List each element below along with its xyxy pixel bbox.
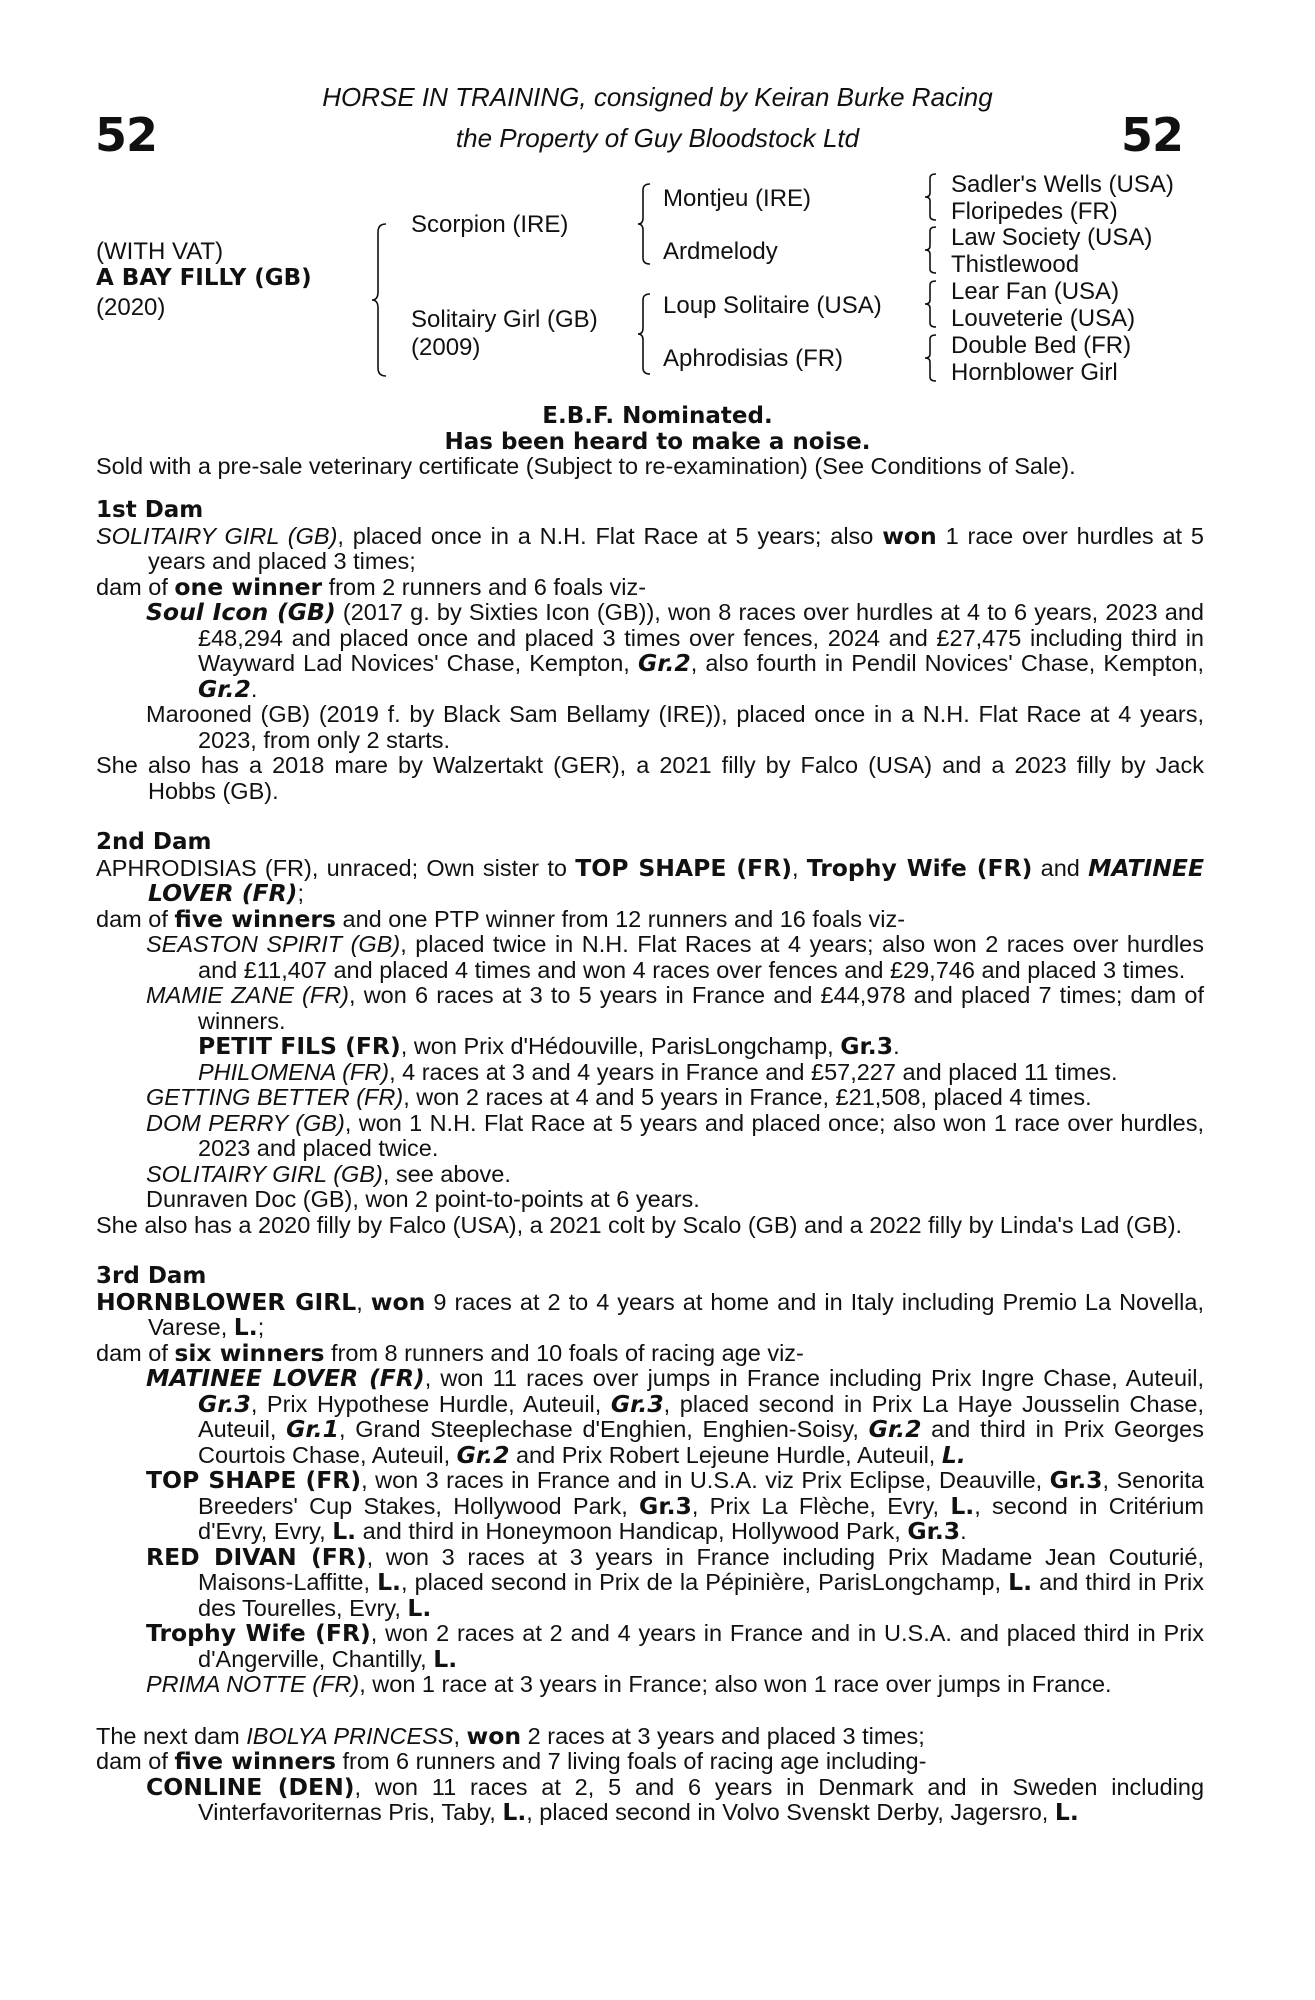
text: , placed second in Prix La Haye Jousselin Chase, Auteuil,	[198, 1390, 1204, 1442]
text: dam of	[96, 1748, 175, 1774]
gen3-7: Double Bed (FR)	[951, 332, 1132, 359]
grade: Gr.3	[907, 1517, 961, 1545]
winners-emph: one winner	[174, 572, 323, 601]
text: (2017 g. by Sixties Icon (GB)), won 8 races over hurdles at 4 to 6 years, 2023 and £48,294 and placed once and placed 3 times over fences, 2024 and £27,475 including third in Wayward Lad Novices' Chase, Kempton,	[198, 599, 1204, 676]
produce-marooned: Marooned (GB) (2019 f. by Black Sam Bellamy (IRE)), placed once in a N.H. Flat Race at 4 years, 2023, from only 2 starts.	[146, 701, 1204, 753]
text: , won 1 N.H. Flat Race at 5 years and placed once; also won 1 race over hurdles, 2023 and placed twice.	[198, 1109, 1204, 1161]
text: , see above.	[382, 1160, 511, 1187]
text: 9 races at 2 to 4 years at home and in Italy including Premio La Novella, Varese,	[148, 1288, 1204, 1340]
text: , won 3 races in France and in U.S.A. viz Prix Eclipse, Deauville,	[361, 1467, 1050, 1493]
produce-dom-perry	[96, 1111, 1204, 1162]
listed: L.	[950, 1491, 975, 1520]
produce-top-shape	[96, 1468, 1204, 1545]
text: , second in Critérium d'Evry, Evry,	[198, 1492, 1204, 1544]
horse-name: Soul Icon (GB)	[146, 598, 336, 626]
second-dam-produce-summary	[96, 904, 1204, 933]
notes-block	[0, 403, 1315, 455]
dam: Solitairy Girl (GB)	[411, 306, 598, 333]
produce-conline	[96, 1772, 1205, 1826]
produce-seaston-spirit	[96, 932, 1204, 983]
horse-name: Trophy Wife (FR)	[806, 853, 1033, 882]
text: ,	[453, 1722, 467, 1749]
horse-name: PETIT FILS (FR)	[198, 1032, 401, 1060]
sire: Scorpion (IRE)	[411, 211, 569, 238]
text: , Senorita Breeders' Cup Stakes, Hollywood Park,	[198, 1467, 1204, 1519]
gen3-brace-3	[923, 279, 939, 329]
horse-name: SOLITAIRY GIRL (GB)	[146, 1160, 383, 1187]
text: from 2 runners and 6 foals viz-	[322, 573, 647, 600]
catalogue-body	[96, 498, 1204, 1826]
listed: L.	[377, 1568, 401, 1596]
next-dam-intro	[96, 1721, 1204, 1750]
grade: Gr.3	[1049, 1466, 1103, 1494]
text: and third in Honeymoon Handicap, Hollywood Park,	[356, 1518, 908, 1544]
ebf-note: E.B.F. Nominated.	[542, 403, 773, 429]
listed: L.	[502, 1798, 527, 1826]
horse-name: TOP SHAPE (FR)	[146, 1466, 362, 1494]
text: , won 11 races over jumps in France including Prix Ingre Chase, Auteuil,	[424, 1365, 1204, 1391]
gen3-2: Floripedes (FR)	[951, 198, 1118, 225]
horse-name: MATINEE LOVER (FR)	[146, 1364, 425, 1392]
gen3-brace-1	[923, 172, 939, 222]
second-dam-heading: 2nd Dam	[96, 829, 212, 855]
text: .	[893, 1033, 900, 1059]
text: .	[960, 1518, 967, 1544]
text: , Grand Steeplechase d'Enghien, Enghien-Soisy,	[338, 1416, 869, 1442]
grade: Gr.2	[637, 649, 691, 677]
grade: Gr.1	[286, 1415, 339, 1443]
produce-petit-fils	[96, 1034, 1204, 1060]
text: , placed second in Prix de la Pépinière, ParisLongchamp,	[400, 1569, 1009, 1595]
property-line: the Property of Guy Bloodstock Ltd	[455, 123, 860, 153]
produce-trophy-wife	[96, 1621, 1204, 1672]
listed: L.	[1054, 1798, 1079, 1826]
horse-name: MATINEE LOVER (FR)	[148, 853, 1205, 907]
produce-philomena	[96, 1060, 1204, 1086]
text: , won 11 races at 2, 5 and 6 years in Denmark and in Sweden including Vinterfavoriternas Pris, Taby,	[198, 1773, 1205, 1825]
winners-emph: five winners	[174, 904, 336, 933]
first-dam-name: SOLITAIRY GIRL (GB)	[96, 522, 338, 549]
text: , placed twice in N.H. Flat Races at 4 years; also won 2 races over hurdles and £11,407 and placed 4 times and won 4 races over fences and £29,746 and placed 3 times.	[198, 931, 1204, 983]
sire-sire: Montjeu (IRE)	[663, 185, 812, 212]
text: ,	[791, 854, 807, 881]
first-dam-intro	[96, 521, 1204, 575]
text: dam of	[96, 573, 175, 600]
grade: Gr.2	[868, 1415, 922, 1443]
text: , Prix Hypothese Hurdle, Auteuil,	[250, 1390, 611, 1417]
second-dam-intro	[96, 853, 1205, 907]
listed: L.	[332, 1517, 357, 1545]
vet-note: Sold with a pre-sale veterinary certificate (Subject to re-examination) (See Conditions of Sale).	[96, 453, 1076, 479]
noise-note: Has been heard to make a noise.	[444, 429, 871, 455]
text: , also fourth in Pendil Novices' Chase, Kempton,	[690, 650, 1205, 676]
text: dam of	[96, 905, 175, 932]
horse-name: MAMIE ZANE (FR)	[146, 982, 350, 1008]
sire-brace	[636, 182, 654, 266]
gen3-4: Thistlewood	[951, 251, 1080, 278]
dam-sire: Loup Solitaire (USA)	[663, 292, 882, 319]
text: , Prix La Flèche, Evry,	[691, 1492, 951, 1519]
first-dam-produce-summary	[96, 572, 1204, 601]
dam-year: (2009)	[411, 334, 481, 361]
horse-name: A BAY FILLY (GB)	[96, 265, 312, 291]
produce-mamie-zane	[96, 983, 1204, 1034]
lot-number-left: 52	[95, 108, 158, 162]
text: ;	[297, 880, 304, 906]
produce-solitairy-girl	[96, 1162, 1204, 1188]
listed: L.	[233, 1313, 258, 1341]
horse-name: TOP SHAPE (FR)	[575, 853, 792, 882]
gen3-brace-2	[923, 225, 939, 275]
text: and Prix Robert Lejeune Hurdle, Auteuil,	[509, 1441, 942, 1468]
winners-emph: six winners	[174, 1338, 325, 1367]
grade: Gr.3	[198, 1389, 251, 1418]
produce-soul-icon	[96, 600, 1204, 702]
won-emph: won	[370, 1287, 426, 1316]
gen3-5: Lear Fan (USA)	[951, 278, 1120, 305]
grade: Gr.2	[456, 1440, 510, 1469]
text: , 4 races at 3 and 4 years in France and £57,227 and placed 11 times.	[389, 1058, 1118, 1085]
third-dam-intro	[96, 1287, 1204, 1341]
grade: Gr.3	[639, 1491, 692, 1520]
won-emph: won	[466, 1721, 522, 1750]
text: from 6 runners and 7 living foals of racing age including-	[335, 1748, 927, 1774]
text: , won Prix d'Hédouville, ParisLongchamp,	[400, 1033, 841, 1059]
gen3-brace-4	[923, 333, 939, 383]
horse-name: HORNBLOWER GIRL	[96, 1287, 357, 1316]
text: .	[250, 675, 258, 702]
gen3-6: Louveterie (USA)	[951, 305, 1136, 332]
text: and third in Prix des Tourelles, Evry,	[198, 1569, 1204, 1621]
text: APHRODISIAS (FR), unraced; Own sister to	[96, 854, 576, 881]
horse-name: IBOLYA PRINCESS	[246, 1722, 454, 1749]
listed: L.	[407, 1593, 432, 1622]
gen3-1: Sadler's Wells (USA)	[951, 171, 1174, 198]
text: 1 race over hurdles at 5 years and placed 3 times;	[148, 522, 1204, 574]
sire-dam: Ardmelody	[663, 238, 778, 265]
first-dam-heading: 1st Dam	[96, 497, 204, 523]
text: , won 2 races at 4 and 5 years in France, £21,508, placed 4 times.	[403, 1084, 1092, 1110]
text: , won 6 races at 3 to 5 years in France and £44,978 and placed 7 times; dam of winners.	[198, 982, 1204, 1034]
next-dam-produce-summary	[96, 1749, 1204, 1775]
grade: Gr.3	[840, 1032, 894, 1060]
text: The next dam	[96, 1722, 247, 1749]
listed: L.	[1008, 1568, 1032, 1596]
produce-matinee-lover	[96, 1366, 1204, 1468]
horse-name: GETTING BETTER (FR)	[146, 1084, 404, 1110]
listed: L.	[941, 1440, 966, 1469]
sire-dam-brace	[370, 222, 392, 378]
text: and one PTP winner from 12 runners and 16 foals viz-	[335, 905, 906, 932]
horse-name: SEASTON SPIRIT (GB)	[146, 931, 401, 957]
consignor-line: HORSE IN TRAINING, consigned by Keiran Burke Racing	[322, 82, 993, 112]
third-dam-heading: 3rd Dam	[96, 1263, 207, 1289]
produce-red-divan	[96, 1542, 1204, 1622]
winners-emph: five winners	[174, 1747, 336, 1775]
produce-prima-notte	[96, 1672, 1204, 1698]
text: ;	[257, 1314, 265, 1340]
first-dam-also: She also has a 2018 mare by Walzertakt (GER), a 2021 filly by Falco (USA) and a 2023 filly by Jack Hobbs (GB).	[96, 752, 1204, 804]
text: dam of	[96, 1339, 175, 1366]
gen3-3: Law Society (USA)	[951, 224, 1153, 251]
grade: Gr.2	[198, 674, 251, 703]
horse-name: PRIMA NOTTE (FR)	[146, 1671, 360, 1697]
text: and third in Prix Georges Courtois Chase, Auteuil,	[198, 1416, 1204, 1468]
horse-name: PHILOMENA (FR)	[198, 1058, 390, 1085]
listed: L.	[433, 1644, 458, 1673]
text: , placed once in a N.H. Flat Race at 5 years; also	[337, 522, 883, 549]
grade: Gr.3	[610, 1389, 664, 1418]
text: 2 races at 3 years and placed 3 times;	[521, 1722, 925, 1749]
text: ,	[356, 1288, 371, 1315]
dam-dam: Aphrodisias (FR)	[663, 345, 844, 372]
dam-brace	[636, 292, 654, 376]
horse-name: DOM PERRY (GB)	[146, 1109, 345, 1136]
horse-name: RED DIVAN (FR)	[146, 1542, 367, 1571]
horse-name: CONLINE (DEN)	[146, 1772, 355, 1801]
produce-getting-better	[96, 1085, 1204, 1111]
produce-dunraven-doc: Dunraven Doc (GB), won 2 point-to-points at 6 years.	[146, 1186, 700, 1212]
gen3-8: Hornblower Girl	[951, 359, 1118, 386]
horse-name: Trophy Wife (FR)	[146, 1619, 371, 1647]
text: , won 3 races at 3 years in France including Prix Madame Jean Couturié, Maisons-Laffitte,	[198, 1543, 1204, 1595]
text: , placed second in Volvo Svenskt Derby, Jagersro,	[526, 1799, 1055, 1825]
second-dam-also: She also has a 2020 filly by Falco (USA), a 2021 colt by Scalo (GB) and a 2022 filly by Linda's Lad (GB).	[96, 1211, 1183, 1238]
won-emph: won	[882, 521, 937, 550]
horse-year: (2020)	[96, 294, 166, 321]
text: , won 2 races at 2 and 4 years in France and in U.S.A. and placed third in Prix d'Angerville, Chantilly,	[198, 1620, 1204, 1672]
text: , won 1 race at 3 years in France; also won 1 race over jumps in France.	[359, 1671, 1112, 1697]
lot-number-right: 52	[1121, 108, 1184, 162]
text: from 8 runners and 10 foals of racing age viz-	[324, 1339, 804, 1366]
third-dam-produce-summary	[96, 1338, 1204, 1367]
vat-note: (WITH VAT)	[96, 238, 224, 265]
text: and	[1032, 854, 1089, 881]
